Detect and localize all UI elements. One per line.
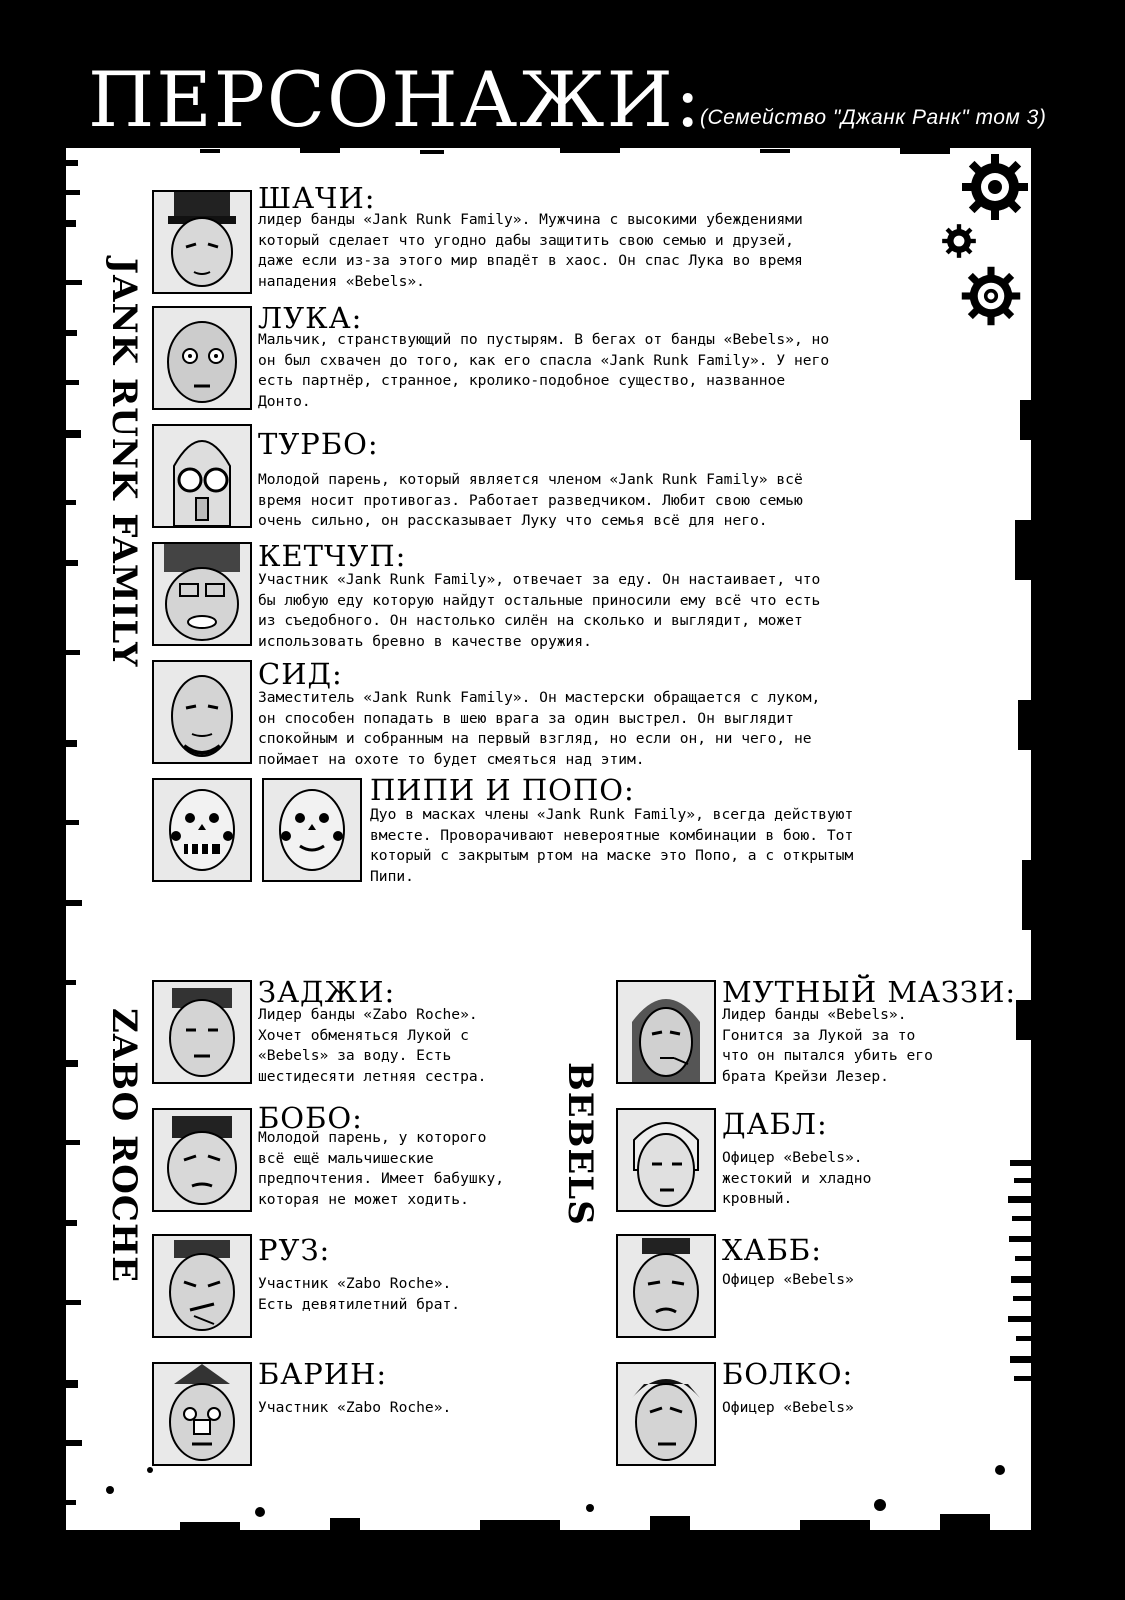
portrait-zaji xyxy=(152,980,252,1084)
desc-habb: Офицер «Bebels» xyxy=(722,1271,854,1288)
group-label-jank-runk-family: JANK RUNK FAMILY xyxy=(104,258,144,668)
desc-bolko: Офицер «Bebels» xyxy=(722,1399,854,1416)
portrait-sid xyxy=(152,660,252,764)
name-dabl: ДАБЛ: xyxy=(722,1107,828,1141)
group-label-bebels: BEBELS xyxy=(560,1062,600,1226)
name-turbo: ТУРБО: xyxy=(258,427,379,461)
gear-icon xyxy=(960,152,1030,222)
page-subtitle: (Семейство "Джанк Ранк" том 3) xyxy=(700,106,1047,129)
gear-icon xyxy=(940,222,978,260)
name-pipi-popo: ПИПИ И ПОПО: xyxy=(370,773,635,807)
portrait-popo xyxy=(262,778,362,882)
name-muddy-mazzi: МУТНЫЙ МАЗЗИ: xyxy=(722,975,1017,1009)
desc-ketchup: Участник «Jank Runk Family», отвечает за еду. Он настаивает, что бы любую еду которую найдут остальные приносили ему всё что есть из съедобного. Он настолько силён на сколько и выглядит, может использовать бревно в качестве оружия. xyxy=(258,571,821,650)
name-bobo: БОБО: xyxy=(258,1101,363,1135)
name-sid: СИД: xyxy=(258,657,343,691)
name-shachi: ШАЧИ: xyxy=(258,181,376,215)
name-habb: ХАББ: xyxy=(722,1233,823,1267)
gear-icon xyxy=(960,265,1022,327)
desc-turbo: Молодой парень, который является членом «Jank Runk Family» всё время носит противогаз. Работает разведчиком. Любит свою семью очень сильно, он рассказывает Луку что семья всё для него. xyxy=(258,471,803,530)
desc-pipi-popo: Дуо в масках члены «Jank Runk Family», всегда действуют вместе. Проворачивают невероятные комбинации в бою. Тот который с закрытым ртом на маске это Попо, а с открытым Пипи. xyxy=(370,806,854,885)
portrait-shachi xyxy=(152,190,252,294)
desc-ruz: Участник «Zabo Roche». Есть девятилетний брат. xyxy=(258,1275,461,1313)
portrait-luka xyxy=(152,306,252,410)
portrait-ketchup xyxy=(152,542,252,646)
name-barin: БАРИН: xyxy=(258,1357,388,1391)
desc-bobo: Молодой парень, у которого всё ещё мальчишеские предпочтения. Имеет бабушку, которая не может ходить. xyxy=(258,1129,505,1208)
portrait-habb xyxy=(616,1234,716,1338)
desc-barin: Участник «Zabo Roche». xyxy=(258,1399,452,1416)
name-zaji: ЗАДЖИ: xyxy=(258,975,396,1009)
desc-luka: Мальчик, странствующий по пустырям. В бегах от банды «Bebels», но он был схвачен до того, как его спасла «Jank Runk Family». У него есть партнёр, странное, кролико-подобное существо, названное Донто. xyxy=(258,331,830,410)
desc-zaji: Лидер банды «Zabo Roche». Хочет обменяться Лукой с «Bebels» за воду. Есть шестидесяти летняя сестра. xyxy=(258,1006,487,1085)
portrait-ruz xyxy=(152,1234,252,1338)
portrait-muddy-mazzi xyxy=(616,980,716,1084)
portrait-barin xyxy=(152,1362,252,1466)
desc-shachi: лидер банды «Jank Runk Family». Мужчина с высокими убеждениями который сделает что угодно дабы защитить свою семью и друзей, даже если из-за этого мир впадёт в хаос. Он спас Лука во время нападения «Bebels». xyxy=(258,211,803,290)
name-ruz: РУЗ: xyxy=(258,1233,331,1267)
desc-sid: Заместитель «Jank Runk Family». Он мастерски обращается с луком, он способен попадать в шею врага за один выстрел. Он выглядит спокойным и собранным на первый взгляд, но если он, ни чего, не поймает на охоте то будет смеяться над этим. xyxy=(258,689,821,768)
desc-muddy-mazzi: Лидер банды «Bebels». Гонится за Лукой за то что он пытался убить его брата Крейзи Лезер. xyxy=(722,1006,933,1085)
name-ketchup: КЕТЧУП: xyxy=(258,539,407,573)
portrait-pipi xyxy=(152,778,252,882)
page-title: ПЕРСОНАЖИ: xyxy=(88,55,703,144)
portrait-dabl xyxy=(616,1108,716,1212)
name-bolko: БОЛКО: xyxy=(722,1357,854,1391)
group-label-zabo-roche: ZABO ROCHE xyxy=(104,1008,144,1283)
desc-dabl: Офицер «Bebels». жестокий и хладно кровный. xyxy=(722,1149,872,1208)
portrait-bobo xyxy=(152,1108,252,1212)
name-luka: ЛУКА: xyxy=(258,301,363,335)
portrait-turbo xyxy=(152,424,252,528)
portrait-bolko xyxy=(616,1362,716,1466)
